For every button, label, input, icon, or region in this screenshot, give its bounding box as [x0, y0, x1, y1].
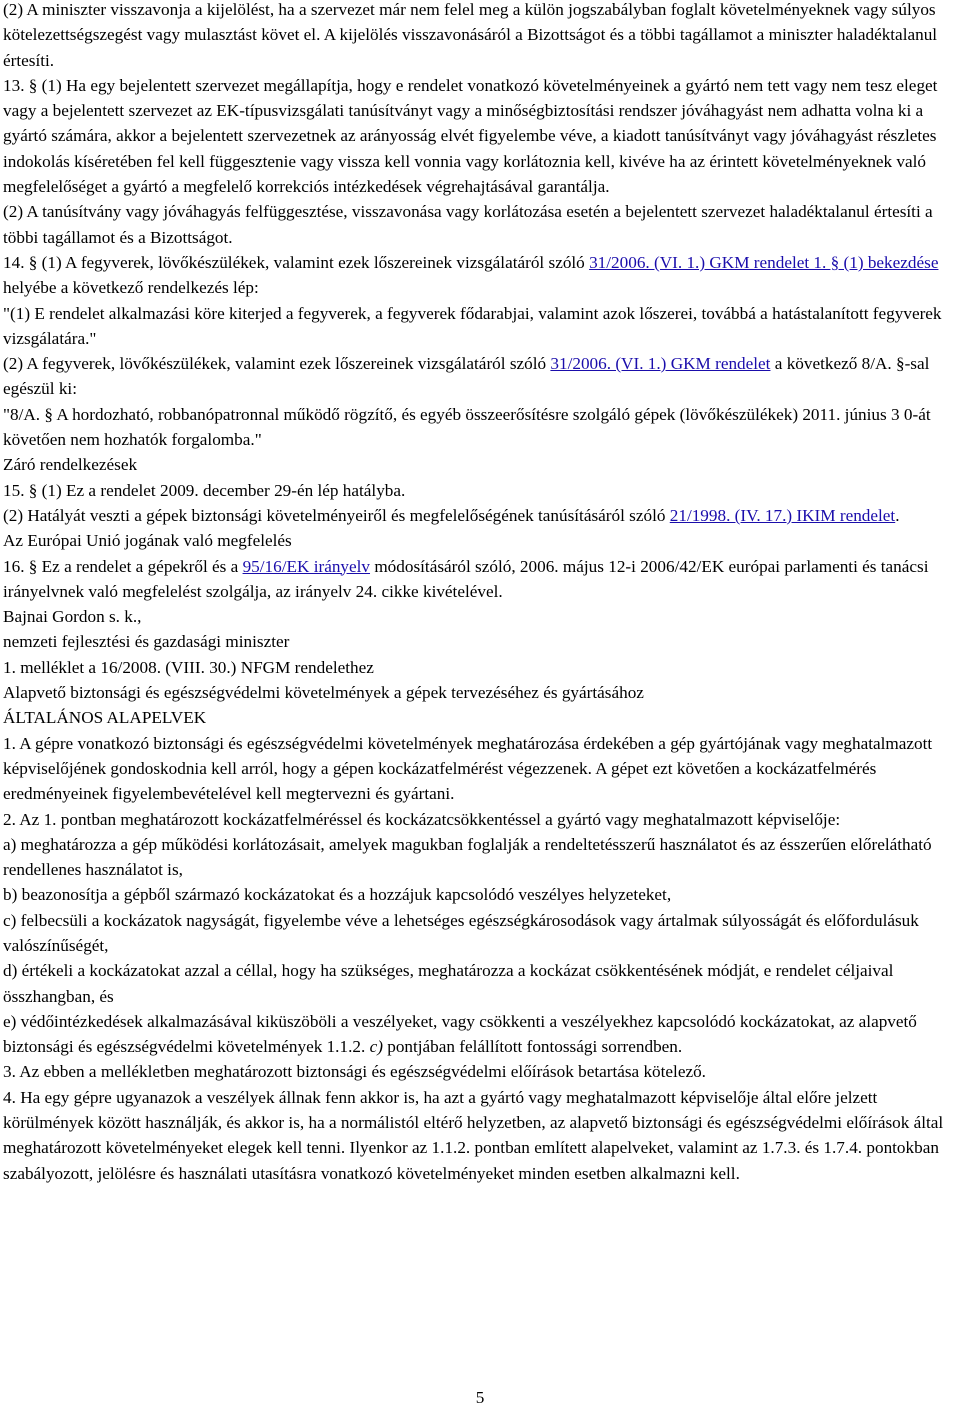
- paragraph: [3, 351, 957, 402]
- paragraph-text: d) értékeli a kockázatokat azzal a céllal, hogy ha szükséges, meghatározza a kockázat csökkentésének módját, e rendelet céljaival összhangban, és: [3, 961, 894, 1006]
- paragraph: [3, 402, 957, 453]
- paragraph: [3, 705, 957, 730]
- paragraph-text: Bajnai Gordon s. k.,: [3, 607, 142, 627]
- paragraph-text: 3. Az ebben a mellékletben meghatározott biztonsági és egészségvédelmi előírások betartása kötelező.: [3, 1062, 706, 1082]
- paragraph-text: c) felbecsüli a kockázatok nagyságát, figyelembe véve a lehetséges egészségkárosodások vagy ártalmak súlyosságát és előfordulásuk valószínűségét,: [3, 910, 919, 955]
- paragraph: [3, 629, 957, 654]
- law-reference-link[interactable]: 95/16/EK irányelv: [242, 556, 371, 576]
- paragraph: [3, 604, 957, 629]
- paragraph-text: (2) Hatályát veszti a gépek biztonsági követelményeiről és megfelelőségének tanúsításáról szóló: [3, 505, 670, 525]
- paragraph-text: 1. melléklet a 16/2008. (VIII. 30.) NFGM rendelethez: [3, 657, 374, 677]
- document-body: [3, 0, 957, 1186]
- paragraph: [3, 503, 957, 528]
- paragraph: [3, 554, 957, 605]
- paragraph: [3, 0, 957, 73]
- paragraph: [3, 1085, 957, 1186]
- paragraph: [3, 478, 957, 503]
- paragraph-text: a következő 8/A. §-sal egészül ki:: [3, 354, 930, 399]
- paragraph: [3, 958, 957, 1009]
- paragraph: [3, 731, 957, 807]
- paragraph-text: 4. Ha egy gépre ugyanazok a veszélyek állnak fenn akkor is, ha azt a gyártó vagy meghatalmazott képviselője által előre jelzett körülmények között használják, és akkor is, ha a normálistól eltérő helyzetben, az alapvető biztonsági és egészségvédelmi előírások által meghatározott követelményeket elegek kell tenni. Ilyenkor az 1.1.2. pontban említett alapelveket, valamint az 1.7.3. és 1.7.4. pontokban szabályozott, jelölésre és használati utasításra vonatkozó követelményeket minden esetben alkalmazni kell.: [3, 1087, 944, 1183]
- law-reference-link[interactable]: 31/2006. (VI. 1.) GKM rendelet: [550, 354, 771, 374]
- law-reference-link[interactable]: 31/2006. (VI. 1.) GKM rendelet 1. § (1) bekezdése: [589, 252, 939, 272]
- paragraph-text: "8/A. § A hordozható, robbanópatronnal működő rögzítő, és egyéb összeerősítésre szolgáló gépek (lövőkészülékek) 2011. június 3 0-át követően nem hozhatók forgalomba.": [3, 404, 931, 450]
- paragraph-text: 1. A gépre vonatkozó biztonsági és egészségvédelmi követelmények meghatározása érdekében a gép gyártójának vagy meghatalmazott képviselőjének gondoskodnia kell arról, hogy a gépen kockázatfelmérést végezzenek. A gépet ezt követően a kockázatfelmérés eredményeinek figyelembevételével kell megtervezni és gyártani.: [3, 733, 933, 804]
- paragraph-text: 16. § Ez a rendelet a gépekről és a: [3, 556, 243, 576]
- law-reference-link[interactable]: 21/1998. (IV. 17.) IKIM rendelet: [669, 505, 896, 525]
- paragraph-text: 2. Az 1. pontban meghatározott kockázatfelméréssel és kockázatcsökkentéssel a gyártó vagy meghatalmazott képviselője:: [3, 809, 841, 829]
- paragraph: [3, 73, 957, 199]
- paragraph-text: Az Európai Unió jogának való megfelelés: [3, 531, 292, 551]
- paragraph: [3, 655, 957, 680]
- paragraph-text: pontjában felállított fontossági sorrendben.: [382, 1037, 683, 1057]
- paragraph-text: ÁLTALÁNOS ALAPELVEK: [3, 708, 207, 728]
- page-number: 5: [475, 1388, 485, 1407]
- paragraph-text: Záró rendelkezések: [3, 455, 138, 475]
- paragraph-text: nemzeti fejlesztési és gazdasági miniszter: [3, 632, 290, 652]
- paragraph-text: b) beazonosítja a gépből származó kockázatokat és a hozzájuk kapcsolódó veszélyes helyzeteket,: [3, 885, 672, 905]
- paragraph-text: Alapvető biztonsági és egészségvédelmi követelmények a gépek tervezéséhez és gyártásához: [3, 683, 644, 703]
- paragraph-text: módosításáról szóló, 2006. május 12-i 2006/42/EK európai parlamenti és tanácsi irányelvnek való megfelelést szolgálja, az irányelv 24. cikke kivételével.: [3, 556, 929, 601]
- paragraph: [3, 680, 957, 705]
- paragraph-text: (2) A tanúsítvány vagy jóváhagyás felfüggesztése, visszavonása vagy korlátozása esetén a bejelentett szervezet haladéktalanul értesíti a többi tagállamot és a Bizottságot.: [3, 202, 933, 247]
- paragraph: [3, 807, 957, 832]
- paragraph-text: (2) A fegyverek, lövőkészülékek, valamint ezek lőszereinek vizsgálatáról szóló: [3, 354, 551, 374]
- paragraph: [3, 832, 957, 883]
- paragraph-text: .: [895, 505, 900, 525]
- paragraph-text: a) meghatározza a gép működési korlátozásait, amelyek magukban foglalják a rendeltetésszerű használatot és az ésszerűen előrelátható rendellenes használatot is,: [3, 834, 932, 880]
- paragraph-text: "(1) E rendelet alkalmazási köre kiterjed a fegyverek, a fegyverek fődarabjai, valamint azok lőszerei, továbbá a hatástalanított fegyverek vizsgálatára.": [3, 303, 942, 348]
- paragraph: [3, 1009, 957, 1060]
- paragraph-text: 14. § (1) A fegyverek, lövőkészülékek, valamint ezek lőszereinek vizsgálatáról szóló: [3, 252, 590, 272]
- paragraph: [3, 199, 957, 250]
- paragraph: [3, 528, 957, 553]
- paragraph: [3, 250, 957, 301]
- paragraph-text: e) védőintézkedések alkalmazásával kiküszöböli a veszélyeket, vagy csökkenti a veszélyekhez kapcsolódó kockázatokat, az alapvető biztonsági és egészségvédelmi követelmények 1.1.2.: [3, 1011, 917, 1057]
- paragraph: [3, 452, 957, 477]
- paragraph: [3, 301, 957, 352]
- paragraph-text: helyébe a következő rendelkezés lép:: [3, 278, 259, 298]
- paragraph: [3, 908, 957, 959]
- paragraph: [3, 1059, 957, 1084]
- paragraph-text: 13. § (1) Ha egy bejelentett szervezet megállapítja, hogy e rendelet vonatkozó követelményeinek a gyártó nem tett vagy nem tesz eleget vagy a bejelentett szervezet az EK-típusvizsgálati tanúsítványt vagy a minőségbiztosítási rendszer jóváhagyást nem adhatta volna ki a gyártó számára, akkor a bejelentett szervezetnek az arányosság elvét figyelembe véve, a kiadott tanúsítványt vagy jóváhagyást részletes indokolás kíséretében fel kell függesztenie vagy vissza kell vonnia vagy korlátoznia kell, kivéve ha az érintett követelményeknek való megfelelőséget a gyártó a megfelelő korrekciós intézkedések végrehajtásával garantálja.: [3, 75, 938, 197]
- paragraph-text: (2) A miniszter visszavonja a kijelölést, ha a szervezet már nem felel meg a külön jogszabályban foglalt követelményeknek vagy súlyos kötelezettségszegést vagy mulasztást követ el. A kijelölés visszavonásáról a Bizottságot és a többi tagállamot a miniszter haladéktalanul értesíti.: [3, 0, 938, 70]
- paragraph-text: c): [369, 1037, 383, 1057]
- paragraph: [3, 882, 957, 907]
- paragraph-text: 15. § (1) Ez a rendelet 2009. december 29-én lép hatályba.: [3, 480, 406, 500]
